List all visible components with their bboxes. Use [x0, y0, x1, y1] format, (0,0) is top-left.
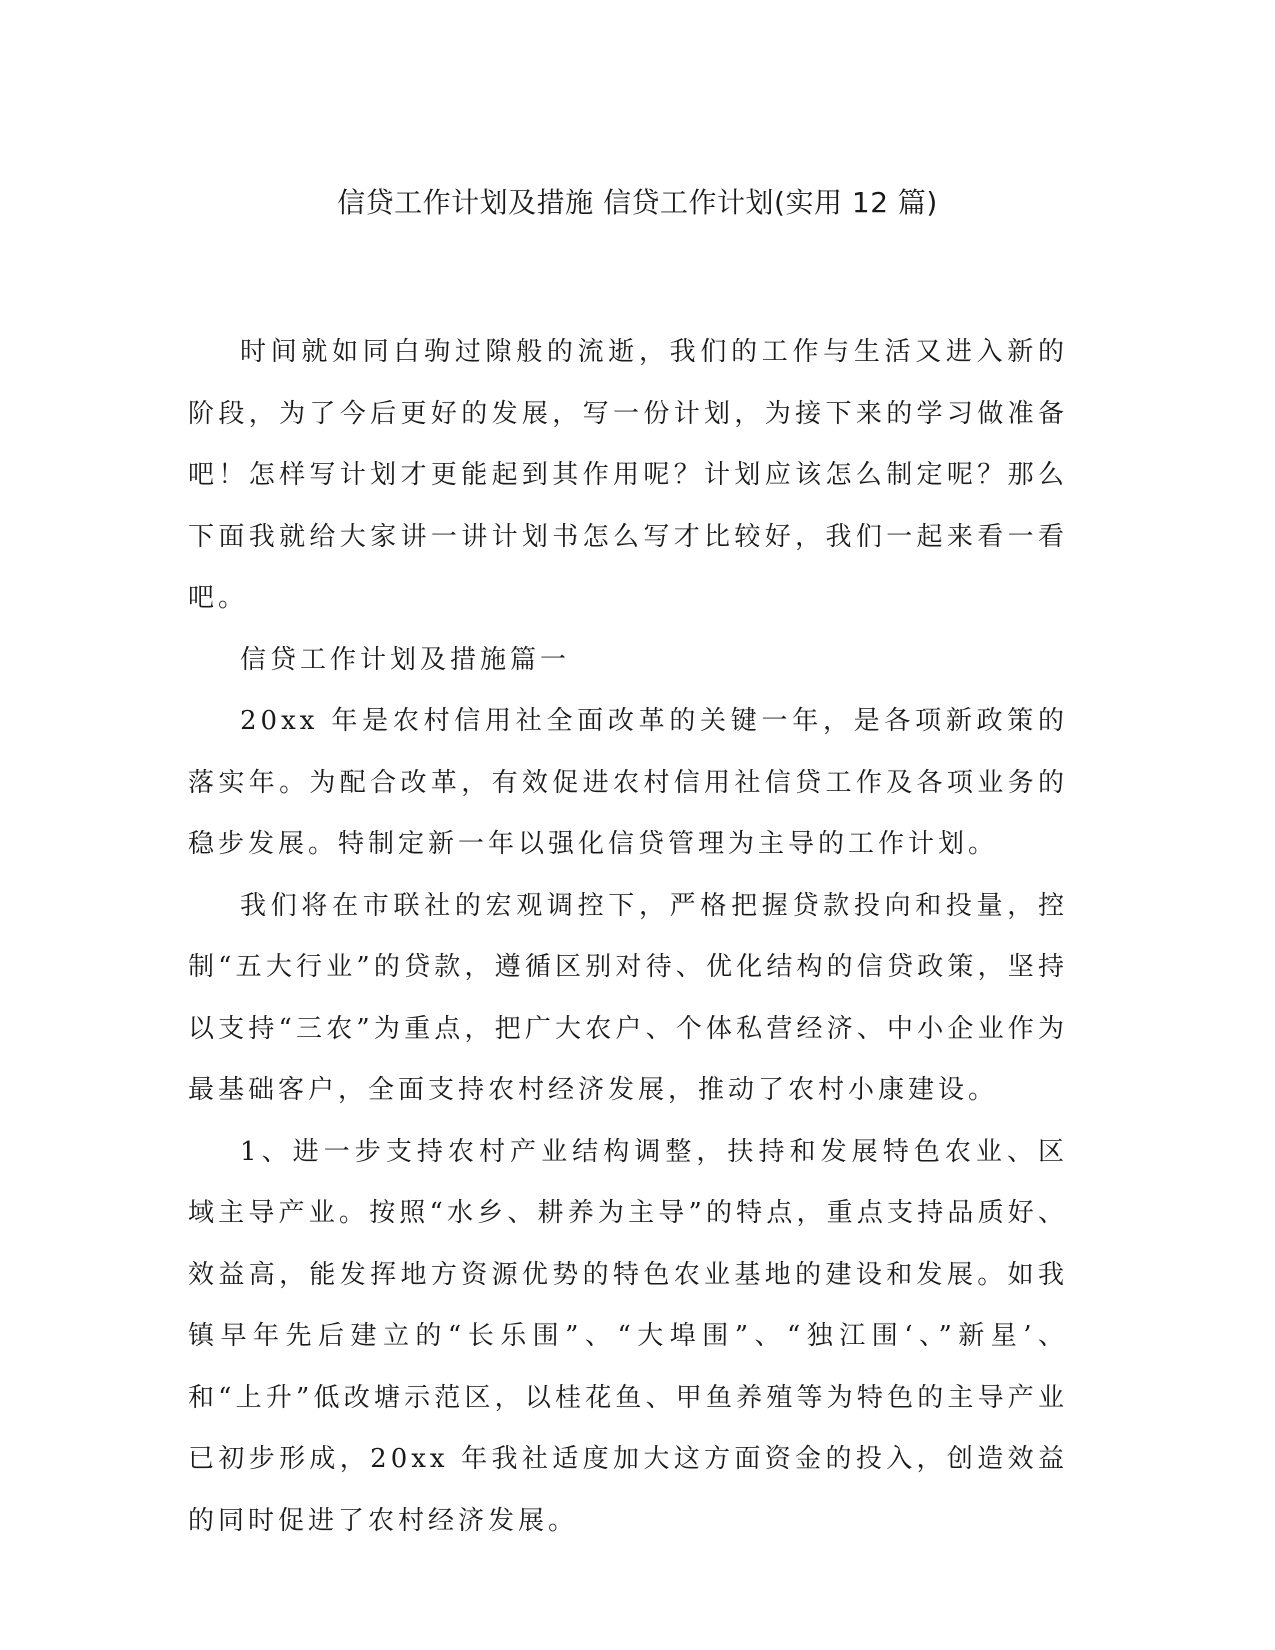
document-body [188, 322, 1068, 1552]
paragraph-intro: 时间就如同白驹过隙般的流逝，我们的工作与生活又进入新的阶段，为了今后更好的发展，写一份计划，为接下来的学习做准备吧！怎样写计划才更能起到其作用呢？计划应该怎么制定呢？那么下面我就给大家讲一讲计划书怎么写才比较好，我们一起来看一看吧。 [188, 337, 1068, 613]
paragraph: 20xx 年是农村信用社全面改革的关键一年，是各项新政策的落实年。为配合改革，有效促进农村信用社信贷工作及各项业务的稳步发展。特制定新一年以强化信贷管理为主导的工作计划。 [188, 706, 1068, 859]
section-heading: 信贷工作计划及措施篇一 [240, 644, 571, 675]
paragraph: 1、进一步支持农村产业结构调整，扶持和发展特色农业、区域主导产业。按照“水乡、耕养为主导”的特点，重点支持品质好、效益高，能发挥地方资源优势的特色农业基地的建设和发展。如我镇早年先后建立的“长乐围”、“大埠围”、“独江围‘、”新星’、和“上升”低改塘示范区，以桂花鱼、甲鱼养殖等为特色的主导产业已初步形成，20xx 年我社适度加大这方面资金的投入，创造效益的同时促进了农村经济发展。 [188, 1136, 1068, 1536]
paragraph: 我们将在市联社的宏观调控下，严格把握贷款投向和投量，控制“五大行业”的贷款，遵循区别对待、优化结构的信贷政策，坚持以支持“三农”为重点，把广大农户、个体私营经济、中小企业作为最基础客户，全面支持农村经济发展，推动了农村小康建设。 [188, 890, 1068, 1105]
document-title: 信贷工作计划及措施 信贷工作计划(实用 12 篇) [337, 186, 938, 219]
